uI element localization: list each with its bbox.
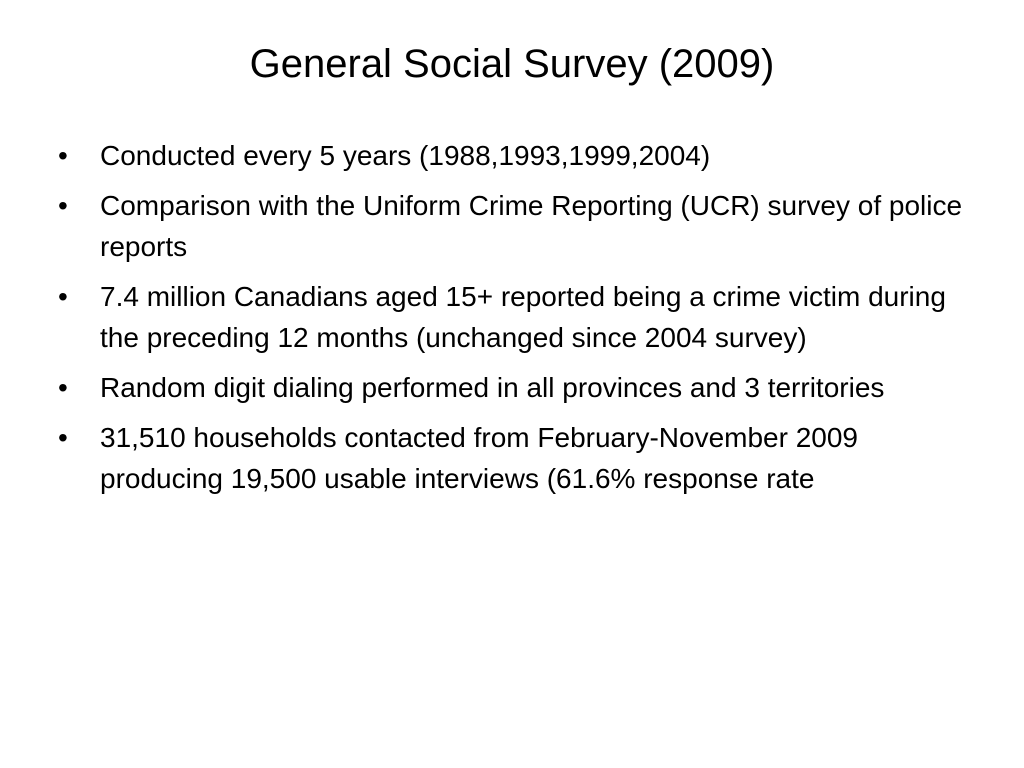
- bullet-text: 7.4 million Canadians aged 15+ reported being a crime victim during the preceding 12 months (unchanged since 2004 survey): [100, 281, 946, 353]
- slide-title: General Social Survey (2009): [249, 42, 775, 86]
- bullet-marker: •: [58, 281, 68, 312]
- bullet-item: [58, 276, 978, 358]
- bullet-text: 31,510 households contacted from February-November 2009 producing 19,500 usable interviews (61.6% response rate: [100, 422, 858, 494]
- bullet-marker: •: [58, 140, 68, 171]
- bullet-item: [58, 135, 978, 176]
- bullet-item: [58, 367, 978, 408]
- bullet-text: Comparison with the Uniform Crime Reporting (UCR) survey of police reports: [100, 190, 963, 262]
- bullet-text: Random digit dialing performed in all provinces and 3 territories: [100, 372, 885, 403]
- bullet-item: [58, 185, 978, 267]
- bullet-item: [58, 417, 978, 499]
- bullet-list: [58, 135, 978, 508]
- bullet-text: Conducted every 5 years (1988,1993,1999,2004): [100, 140, 711, 171]
- bullet-marker: •: [58, 422, 68, 453]
- bullet-marker: •: [58, 190, 68, 221]
- bullet-marker: •: [58, 372, 68, 403]
